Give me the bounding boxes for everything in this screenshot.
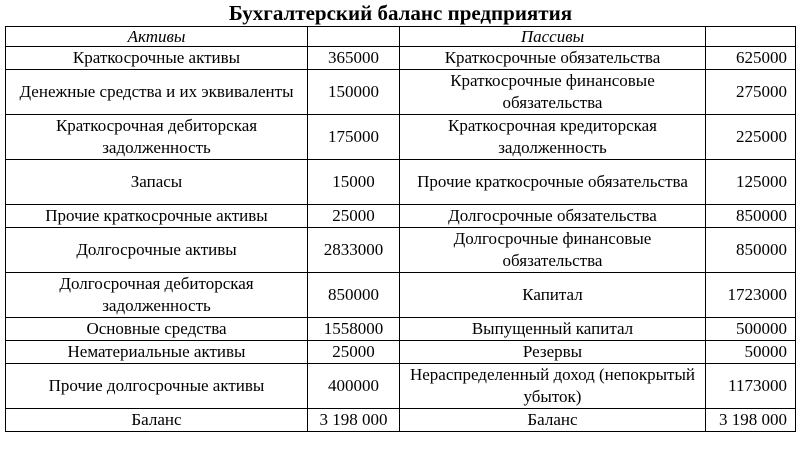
asset-value: 850000 (308, 273, 400, 318)
asset-name: Запасы (6, 160, 308, 205)
asset-total-label: Баланс (6, 409, 308, 432)
table-row (6, 364, 796, 409)
liability-value: 625000 (706, 47, 796, 70)
asset-name: Краткосрочная дебиторская задолженность (6, 115, 308, 160)
liability-total-label: Баланс (400, 409, 706, 432)
page-title: Бухгалтерский баланс предприятия (228, 1, 573, 25)
asset-name: Прочие долгосрочные активы (6, 364, 308, 409)
liability-name: Долгосрочные обязательства (400, 205, 706, 228)
table-row (6, 70, 796, 115)
asset-name: Долгосрочная дебиторская задолженность (6, 273, 308, 318)
liability-name: Резервы (400, 341, 706, 364)
balance-table (5, 26, 796, 432)
liability-name: Краткосрочные обязательства (400, 47, 706, 70)
asset-value: 15000 (308, 160, 400, 205)
liability-name: Прочие краткосрочные обязательства (400, 160, 706, 205)
liabilities-value-header (706, 27, 796, 47)
liability-value: 125000 (706, 160, 796, 205)
liability-value: 275000 (706, 70, 796, 115)
table-row (6, 228, 796, 273)
table-header-row (6, 27, 796, 47)
liability-value: 1723000 (706, 273, 796, 318)
table-row (6, 341, 796, 364)
table-row (6, 115, 796, 160)
table-row (6, 205, 796, 228)
liability-name: Долгосрочные финансовые обязательства (400, 228, 706, 273)
asset-value: 25000 (308, 205, 400, 228)
table-row (6, 273, 796, 318)
table-row (6, 160, 796, 205)
asset-name: Долгосрочные активы (6, 228, 308, 273)
balance-total-row (6, 409, 796, 432)
asset-name: Краткосрочные активы (6, 47, 308, 70)
liability-name: Капитал (400, 273, 706, 318)
liability-name: Краткосрочная кредиторская задолженность (400, 115, 706, 160)
asset-total-value: 3 198 000 (308, 409, 400, 432)
liability-value: 50000 (706, 341, 796, 364)
liability-name: Выпущенный капитал (400, 318, 706, 341)
liability-value: 500000 (706, 318, 796, 341)
liabilities-header: Пассивы (400, 27, 706, 47)
liability-name: Нераспределенный доход (непокрытый убыток) (400, 364, 706, 409)
assets-header: Активы (6, 27, 308, 47)
liability-value: 850000 (706, 228, 796, 273)
table-row (6, 318, 796, 341)
table-row (6, 47, 796, 70)
asset-value: 175000 (308, 115, 400, 160)
asset-name: Прочие краткосрочные активы (6, 205, 308, 228)
asset-name: Основные средства (6, 318, 308, 341)
asset-value: 365000 (308, 47, 400, 70)
liability-value: 1173000 (706, 364, 796, 409)
liability-total-value: 3 198 000 (706, 409, 796, 432)
asset-name: Нематериальные активы (6, 341, 308, 364)
asset-value: 150000 (308, 70, 400, 115)
asset-value: 1558000 (308, 318, 400, 341)
asset-value: 25000 (308, 341, 400, 364)
liability-value: 850000 (706, 205, 796, 228)
liability-value: 225000 (706, 115, 796, 160)
assets-value-header (308, 27, 400, 47)
asset-value: 400000 (308, 364, 400, 409)
liability-name: Краткосрочные финансовые обязательства (400, 70, 706, 115)
asset-value: 2833000 (308, 228, 400, 273)
asset-name: Денежные средства и их эквиваленты (6, 70, 308, 115)
